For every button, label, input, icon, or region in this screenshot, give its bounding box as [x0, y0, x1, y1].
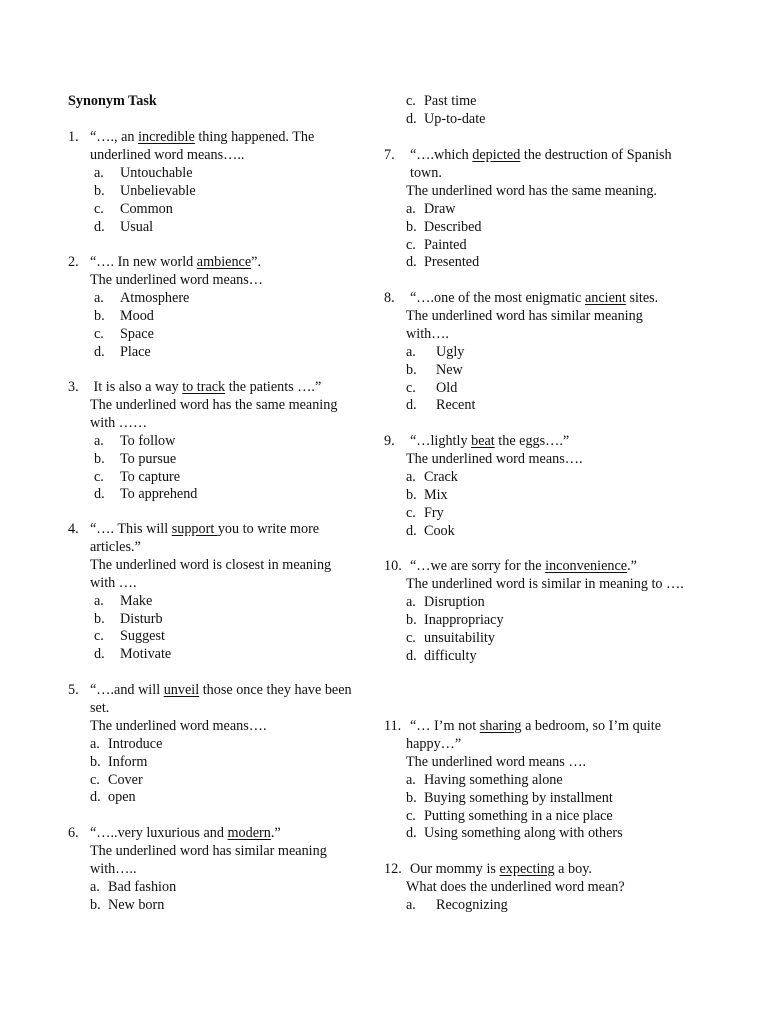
option-c[interactable]: c. Cover — [90, 771, 143, 788]
option-d[interactable]: d. To apprehend — [94, 486, 198, 503]
question-11 — [384, 718, 684, 843]
question-prompt: The underlined word means …. — [406, 753, 587, 770]
question-text-end: .” — [627, 558, 637, 574]
question-text-end: a bedroom, so I’m quite happy…” — [406, 718, 665, 752]
question-text: Our mommy is — [410, 861, 500, 877]
option-b[interactable]: b. Disturb — [94, 610, 163, 627]
option-d[interactable]: d. Recent — [406, 397, 476, 414]
option-a[interactable]: a. Untouchable — [94, 164, 193, 181]
option-a[interactable]: a. Draw — [406, 200, 456, 217]
question-text: “…lightly — [410, 433, 472, 449]
question-number: 1. — [68, 129, 79, 145]
option-b[interactable]: b. Mix — [406, 486, 448, 503]
option-c[interactable]: c. Fry — [406, 504, 444, 521]
option-c[interactable]: c. Suggest — [94, 628, 165, 645]
question-3 — [68, 379, 358, 504]
question-prompt: The underlined word has similar meaning with….. — [90, 842, 327, 877]
question-text-end: the eggs….” — [494, 433, 570, 449]
option-a[interactable]: a. Make — [94, 592, 153, 609]
question-5 — [68, 682, 358, 807]
question-1 — [68, 129, 358, 236]
option-a[interactable]: a. Atmosphere — [94, 289, 190, 306]
question-text: “….which — [410, 147, 473, 163]
question-text-end: .” — [270, 825, 281, 841]
option-a[interactable]: a. Disruption — [406, 593, 485, 610]
question-prompt: The underlined word means…. — [406, 450, 583, 467]
option-b[interactable]: b. Unbelievable — [94, 182, 196, 199]
option-b[interactable]: b. New born — [90, 896, 165, 913]
question-number: 4. — [68, 521, 79, 537]
option-a[interactable]: a. Bad fashion — [90, 878, 177, 895]
question-4 — [68, 521, 358, 664]
underlined-word: beat — [471, 433, 495, 449]
question-text: “…..very luxurious and — [90, 825, 228, 841]
question-text: It is also a way — [90, 379, 183, 395]
option-c[interactable]: c. Painted — [406, 236, 467, 253]
question-text-end: those once they have been set. — [90, 682, 356, 716]
question-text: “…. In new world — [90, 254, 197, 270]
option-c[interactable]: c. Putting something in a nice place — [406, 807, 613, 824]
option-d[interactable]: d. Using something along with others — [406, 825, 623, 842]
question-6-continued — [384, 93, 706, 129]
question-prompt: The underlined word is similar in meaning to …. — [406, 575, 684, 592]
question-text: “… I’m not — [410, 718, 480, 734]
option-d[interactable]: d. Usual — [94, 218, 154, 235]
question-prompt: The underlined word is closest in meaning with …. — [90, 556, 332, 591]
option-b[interactable]: b. To pursue — [94, 450, 177, 467]
question-8 — [384, 290, 684, 415]
option-d[interactable]: d. difficulty — [406, 647, 477, 664]
option-b[interactable]: b. Inappropriacy — [406, 611, 504, 628]
question-text: “…. This will — [90, 521, 172, 537]
question-number: 11. — [384, 718, 402, 734]
question-number: 6. — [68, 825, 79, 841]
underlined-word: modern — [227, 825, 271, 841]
question-number: 3. — [68, 379, 79, 395]
option-a[interactable]: a. Introduce — [90, 735, 163, 752]
option-b[interactable]: b. Inform — [90, 753, 148, 770]
underlined-word: incredible — [138, 129, 195, 145]
option-b[interactable]: b. Mood — [94, 307, 154, 324]
option-d[interactable]: d. Up-to-date — [406, 110, 486, 127]
option-d[interactable]: d. open — [90, 789, 136, 806]
option-a[interactable]: a. Recognizing — [406, 896, 508, 913]
question-10 — [384, 558, 684, 665]
question-number: 8. — [384, 290, 395, 306]
question-text: “…we are sorry for the — [410, 558, 546, 574]
option-d[interactable]: d. Motivate — [94, 646, 172, 663]
option-a[interactable]: a. Having something alone — [406, 771, 563, 788]
option-c[interactable]: c. Past time — [406, 93, 477, 109]
question-prompt: The underlined word has similar meaning with…. — [406, 307, 643, 342]
question-text-end: the destruction of Spanish town. — [410, 147, 676, 181]
question-number: 5. — [68, 682, 79, 698]
question-prompt: The underlined word means…. — [90, 717, 267, 734]
underlined-word: sharing — [479, 718, 522, 734]
option-d[interactable]: d. Presented — [406, 254, 480, 271]
question-text: “….one of the most enigmatic — [410, 290, 585, 306]
underlined-word: depicted — [472, 147, 521, 163]
question-prompt: The underlined word has the same meaning with …… — [90, 396, 338, 431]
page-title: Synonym Task — [68, 93, 157, 109]
question-number: 10. — [384, 558, 402, 574]
question-number: 2. — [68, 254, 79, 270]
question-prompt: What does the underlined word mean? — [406, 878, 625, 895]
question-text-end: a boy. — [554, 861, 592, 877]
option-d[interactable]: d. Place — [94, 343, 151, 360]
question-text-end: you to write more articles.” — [90, 521, 323, 555]
option-b[interactable]: b. Described — [406, 218, 482, 235]
option-b[interactable]: b. Buying something by installment — [406, 789, 613, 806]
option-c[interactable]: c. To capture — [94, 468, 181, 485]
question-text-end: sites. — [625, 290, 659, 306]
option-c[interactable]: c. unsuitability — [406, 629, 495, 646]
question-12 — [384, 861, 684, 915]
question-text: “…., an — [90, 129, 139, 145]
question-number: 7. — [384, 147, 395, 163]
question-text-end: the patients ….” — [225, 379, 322, 395]
option-c[interactable]: c. Common — [94, 200, 173, 217]
question-prompt: The underlined word has the same meaning. — [406, 182, 657, 199]
underlined-word: ancient — [584, 290, 626, 306]
question-text: “….and will — [90, 682, 164, 698]
question-text-end: thing happened. The underlined word means….. — [90, 129, 318, 163]
underlined-word: support — [171, 521, 218, 537]
question-number: 9. — [384, 433, 395, 449]
question-2 — [68, 254, 358, 361]
question-prompt: The underlined word means… — [90, 271, 263, 288]
option-c[interactable]: c. Space — [94, 325, 154, 342]
option-d[interactable]: d. Cook — [406, 522, 455, 539]
option-c[interactable]: c. Old — [406, 379, 458, 396]
option-a[interactable]: a. Crack — [406, 468, 458, 485]
question-number: 12. — [384, 861, 402, 877]
question-text-end: ”. — [251, 254, 261, 270]
option-a[interactable]: a. Ugly — [406, 343, 465, 360]
question-6 — [68, 825, 358, 915]
underlined-word: expecting — [499, 861, 555, 877]
option-b[interactable]: b. New — [406, 361, 463, 378]
underlined-word: unveil — [163, 682, 200, 698]
question-9 — [384, 433, 684, 540]
underlined-word: ambience — [196, 254, 252, 270]
underlined-word: inconvenience — [545, 558, 628, 574]
underlined-word: to track — [182, 379, 226, 395]
option-a[interactable]: a. To follow — [94, 432, 176, 449]
question-7 — [384, 147, 684, 272]
